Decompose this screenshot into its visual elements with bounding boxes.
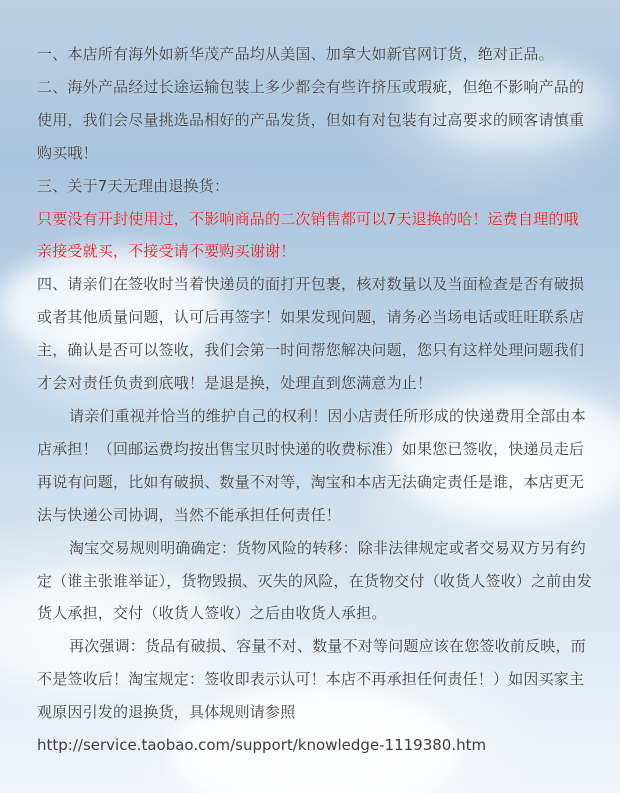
policy-paragraph-authenticity: 一、本店所有海外如新华茂产品均从美国、加拿大如新官网订货，绝对正品。 xyxy=(37,45,554,63)
policy-paragraph-reminder: 再次强调：货品有破损、容量不对、数量不对等问题应该在您签收前反映，而不是签收后！淘宝规定：签收即表示认可！本店不再承担任何责任！）如因买家主观原因引发的退换货，具体规则请参照 xyxy=(37,637,586,722)
policy-paragraph-rights: 请亲们重视并恰当的维护自己的权利！因小店责任所形成的快递费用全部由本店承担！（回邮运费均按出售宝贝时快递的收费标准）如果您已签收，快递员走后再说有问题，比如有破损、数量不对等，淘宝和本店无法确定责任是谁，本店更无法与快递公司协调，当然不能承担任何责任！ xyxy=(37,406,586,524)
policy-paragraph-inspection: 四、请亲们在签收时当着快递员的面打开包裹，核对数量以及当面检查是否有破损或者其他质量问题，认可后再签字！如果发现问题，请务必当场电话或旺旺联系店主，确认是否可以签收，我们会第一时间帮您解决问题，您只有这样处理问题我们才会对责任负责到底哦！是退是换，处理直到您满意为止！ xyxy=(37,275,585,393)
policy-paragraph-risk-transfer: 淘宝交易规则明确确定：货物风险的转移：除非法律规定或者交易双方另有约定（谁主张谁举证），货物毁损、灭失的风险，在货物交付（收货人签收）之前由发货人承担，交付（收货人签收）之后由收货人承担。 xyxy=(37,538,592,623)
policy-paragraph-return-heading: 三、关于7天无理由退换货： xyxy=(37,176,230,195)
policy-text-block xyxy=(37,38,592,762)
policy-paragraph-packaging: 二、海外产品经过长途运输包装上多少都会有些许挤压或瑕疵，但绝不影响产品的使用，我们会尽量挑选品相好的产品发货，但如有对包装有过高要求的顾客请慎重购买哦！ xyxy=(37,77,585,162)
policy-paragraph-return-terms: 只要没有开封使用过，不影响商品的二次销售都可以7天退换的哈！运费自理的哦亲接受就买，不接受请不要购买谢谢！ xyxy=(37,209,579,261)
policy-reference-url: http://service.taobao.com/support/knowledge-1119380.htm xyxy=(37,736,487,755)
